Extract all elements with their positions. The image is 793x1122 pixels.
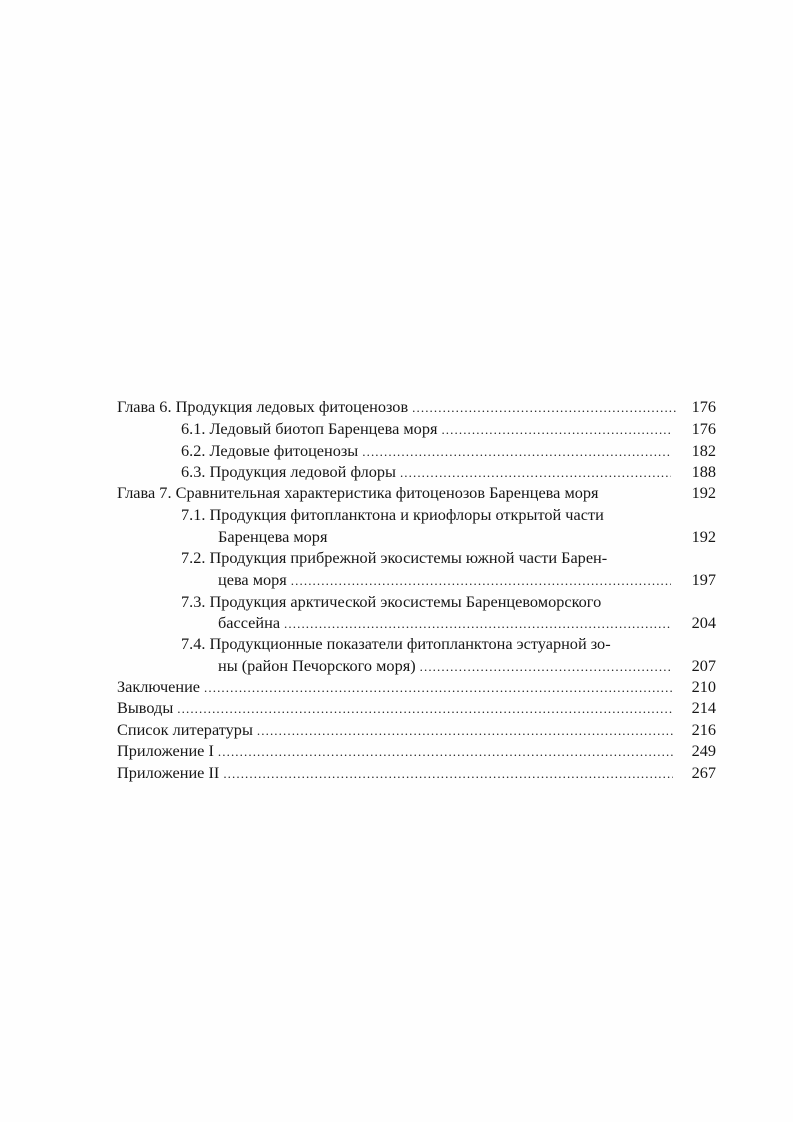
toc-entry-label: Приложение I [117, 741, 214, 760]
toc-entry-label-line1: 7.3. Продукция арктической экосистемы Баренцевоморского [181, 592, 602, 611]
toc-entry-label: 6.1. Ледовый биотоп Баренцева моря [181, 419, 438, 438]
toc-entry-label: Заключение [117, 677, 201, 696]
toc-entry-label-line1: 7.2. Продукция прибрежной экосистемы южной части Барен- [181, 548, 608, 567]
toc-entry-section-6-3[interactable] [181, 461, 671, 483]
toc-entry-page: 210 [691, 677, 716, 696]
toc-entry-label-line2: цева моря [218, 570, 287, 589]
toc-entry-references[interactable] [117, 719, 673, 741]
toc-entry-section-7-3-cont[interactable] [218, 612, 671, 634]
dot-leader [441, 419, 671, 441]
toc-entry-page: 182 [691, 441, 716, 460]
toc-entry-page: 249 [691, 741, 716, 760]
toc-entry-label: Выводы [117, 698, 174, 717]
toc-entry-section-7-3[interactable] [181, 591, 675, 613]
toc-entry-label-line2: Баренцева моря [218, 527, 328, 546]
toc-entry-page: 192 [691, 527, 716, 546]
dot-leader [177, 698, 673, 720]
toc-entry-label: Глава 7. Сравнительная характеристика фитоценозов Баренцева моря [117, 483, 599, 502]
toc-entry-label-line1: 7.1. Продукция фитопланктона и криофлоры открытой части [181, 505, 604, 524]
toc-entry-page: 214 [691, 698, 716, 717]
toc-entry-label: 6.2. Ледовые фитоценозы [181, 441, 359, 460]
toc-entry-section-7-4-cont[interactable] [218, 655, 671, 677]
dot-leader [400, 462, 671, 484]
toc-entry-chapter-7[interactable] [117, 482, 677, 504]
toc-entry-section-6-1[interactable] [181, 418, 671, 440]
toc-entry-appendix-2[interactable] [117, 762, 673, 784]
dot-leader [204, 677, 672, 699]
toc-entry-page: 207 [691, 656, 716, 675]
toc-entry-section-7-4[interactable] [181, 633, 675, 655]
dot-leader [257, 720, 673, 742]
toc-entry-label: Глава 6. Продукция ледовых фитоценозов [117, 397, 409, 416]
toc-entry-page: 204 [691, 613, 716, 632]
toc-entry-label: 6.3. Продукция ледовой флоры [181, 462, 396, 481]
dot-leader [284, 613, 671, 635]
toc-entry-section-7-1-cont[interactable] [218, 526, 671, 548]
dot-leader [291, 570, 671, 592]
toc-entry-conclusion[interactable] [117, 676, 672, 698]
toc-entry-page: 267 [691, 763, 716, 782]
dot-leader [362, 441, 671, 463]
dot-leader [412, 397, 676, 419]
toc-entry-section-6-2[interactable] [181, 440, 671, 462]
toc-entry-label-line1: 7.4. Продукционные показатели фитопланктона эстуарной зо- [181, 634, 611, 653]
toc-entry-page: 176 [691, 397, 716, 416]
toc-entry-section-7-1[interactable] [181, 504, 675, 526]
toc-entry-findings[interactable] [117, 697, 673, 719]
toc-entry-page: 176 [691, 419, 716, 438]
toc-entry-section-7-2[interactable] [181, 547, 675, 569]
toc-entry-page: 188 [691, 462, 716, 481]
toc-entry-label-line2: бассейна [218, 613, 281, 632]
dot-leader [218, 741, 673, 763]
toc-entry-page: 216 [691, 720, 716, 739]
toc-entry-chapter-6[interactable] [117, 396, 676, 418]
toc-entry-label: Список литературы [117, 720, 253, 739]
toc-entry-section-7-2-cont[interactable] [218, 569, 671, 591]
dot-leader [420, 656, 671, 678]
dot-leader [223, 763, 673, 785]
toc-entry-page: 192 [691, 483, 716, 502]
toc-entry-page: 197 [691, 570, 716, 589]
toc-entry-label: Приложение II [117, 763, 220, 782]
toc-entry-appendix-1[interactable] [117, 740, 673, 762]
toc-entry-label-line2: ны (район Печорского моря) [218, 656, 416, 675]
